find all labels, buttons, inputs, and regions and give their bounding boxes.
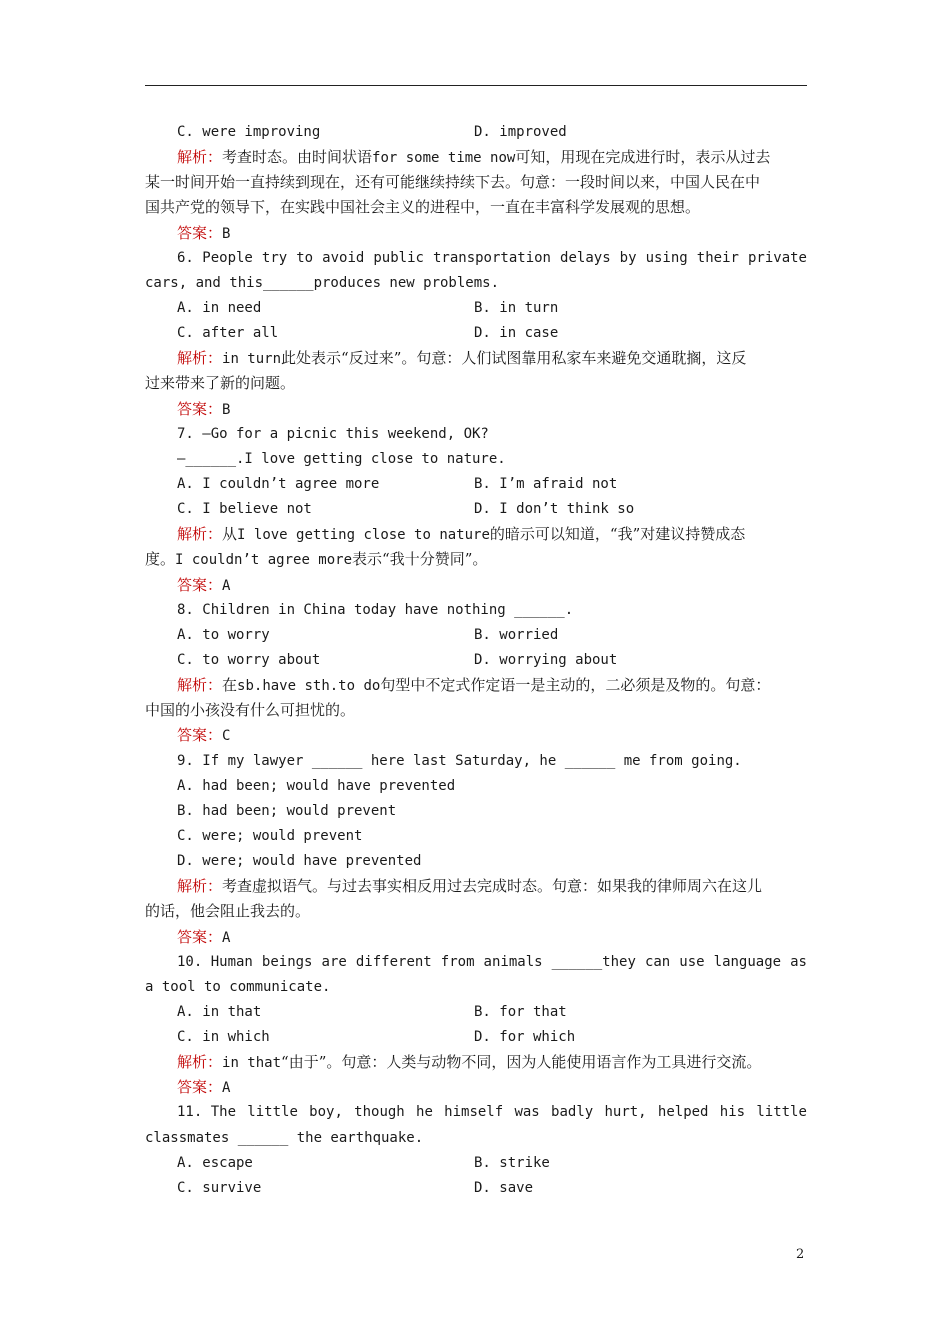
q8-answer: 答案：C — [177, 726, 231, 745]
q10-options-ab — [145, 1000, 807, 1025]
q5-options-cd — [145, 120, 807, 145]
q5-analysis-line3: 国共产党的领导下，在实践中国社会主义的进程中，一直在丰富科学发展观的思想。 — [145, 198, 701, 217]
q6-option-b[interactable]: B. in turn — [474, 299, 559, 316]
q9-analysis-line2: 的话，他会阻止我去的。 — [145, 902, 311, 921]
q7-options-cd — [145, 497, 807, 522]
q9-stem-line1: 9. If my lawyer ______ here last Saturday, he ______ me from going. — [177, 752, 742, 769]
analysis-label: 解析： — [177, 148, 223, 167]
q10-option-b[interactable]: B. for that — [474, 1003, 567, 1020]
q11-option-a[interactable]: A. escape — [177, 1154, 253, 1171]
q7-option-d[interactable]: D. I don’t think so — [474, 501, 635, 518]
q8-option-c[interactable]: C. to worry about — [177, 651, 321, 668]
q10-option-a[interactable]: A. in that — [177, 1003, 262, 1020]
q11-stem-line1: 11. The little boy, though he himself was badly hurt, helped his little — [177, 1104, 807, 1121]
q8-option-b[interactable]: B. worried — [474, 626, 559, 643]
q7-answer: 答案：A — [177, 575, 231, 594]
document-body — [145, 120, 807, 1201]
q5-option-c[interactable]: C. were improving — [177, 124, 321, 140]
q6-analysis-line1: 解析：in turn此处表示“反过来”。句意：人们试图靠用私家车来避免交通耽搁，这反 — [177, 349, 747, 368]
q10-option-c[interactable]: C. in which — [177, 1029, 270, 1046]
q9-option-a[interactable]: A. had been; would have prevented — [177, 777, 456, 794]
q7-stem-line1: 7. —Go for a picnic this weekend, OK? — [177, 425, 489, 442]
answer-label: 答案： — [177, 223, 223, 242]
q11-option-c[interactable]: C. survive — [177, 1179, 262, 1196]
q11-stem-line2: classmates ______ the earthquake. — [145, 1129, 424, 1146]
q8-analysis-line2: 中国的小孩没有什么可担忧的。 — [145, 701, 356, 720]
q11-option-b[interactable]: B. strike — [474, 1154, 550, 1171]
q9-analysis-line1: 解析：考查虚拟语气。与过去事实相反用过去完成时态。句意：如果我的律师周六在这儿 — [177, 877, 763, 896]
q7-option-a[interactable]: A. I couldn’t agree more — [177, 475, 380, 492]
q7-option-b[interactable]: B. I’m afraid not — [474, 475, 618, 492]
q9-option-b[interactable]: B. had been; would prevent — [177, 802, 397, 819]
q6-option-d[interactable]: D. in case — [474, 325, 559, 342]
q6-option-a[interactable]: A. in need — [177, 299, 262, 316]
q11-option-d[interactable]: D. save — [474, 1179, 534, 1196]
q6-analysis-line2: 过来带来了新的问题。 — [145, 374, 296, 393]
header-rule — [145, 85, 807, 86]
q8-option-a[interactable]: A. to worry — [177, 626, 270, 643]
page-number: 2 — [796, 1247, 805, 1262]
q6-options-cd — [145, 321, 807, 346]
q6-options-ab — [145, 296, 807, 321]
q6-stem-line1: 6. People try to avoid public transportation delays by using their private — [177, 249, 807, 266]
q8-options-cd — [145, 648, 807, 673]
q10-options-cd — [145, 1025, 807, 1050]
q8-option-d[interactable]: D. worrying about — [474, 651, 618, 668]
q10-analysis-line1: 解析：in that“由于”。句意：人类与动物不同，因为人能使用语言作为工具进行交流。 — [177, 1053, 762, 1072]
q7-options-ab — [145, 472, 807, 497]
q6-stem-line2: cars, and this______produces new problems. — [145, 274, 500, 291]
q10-stem-line2: a tool to communicate. — [145, 978, 331, 995]
q10-answer: 答案：A — [177, 1078, 231, 1097]
q7-option-c[interactable]: C. I believe not — [177, 501, 312, 518]
q9-option-c[interactable]: C. were; would prevent — [177, 827, 363, 844]
q5-analysis-line2: 某一时间开始一直持续到现在，还有可能继续持续下去。句意：一段时间以来，中国人民在中 — [145, 173, 761, 192]
q7-analysis-line2: 度。I couldn’t agree more表示“我十分赞同”。 — [145, 550, 488, 569]
q9-answer: 答案：A — [177, 927, 231, 946]
q7-analysis-line1: 解析：从I love getting close to nature的暗示可以知道，“我”对建议持赞成态 — [177, 525, 746, 544]
q11-options-cd — [145, 1176, 807, 1201]
q6-option-c[interactable]: C. after all — [177, 325, 279, 342]
q8-options-ab — [145, 623, 807, 648]
q5-analysis-line1: 解析：考查时态。由时间状语for some time now可知，用现在完成进行时，表示从过去 — [177, 148, 771, 167]
q10-option-d[interactable]: D. for which — [474, 1029, 576, 1046]
q5-answer: 答案：B — [177, 223, 231, 242]
q9-option-d[interactable]: D. were; would have prevented — [177, 853, 422, 870]
q7-stem-line2: —______.I love getting close to nature. — [177, 450, 506, 467]
q8-stem-line1: 8. Children in China today have nothing ______. — [177, 601, 574, 618]
q6-answer: 答案：B — [177, 399, 231, 418]
q11-options-ab — [145, 1151, 807, 1176]
q8-analysis-line1: 解析：在sb.have sth.to do句型中不定式作定语一是主动的，二必须是及物的。句意： — [177, 676, 771, 695]
q5-option-d[interactable]: D. improved — [474, 124, 567, 140]
q10-stem-line1: 10. Human beings are different from animals ______they can use language as — [177, 953, 807, 970]
